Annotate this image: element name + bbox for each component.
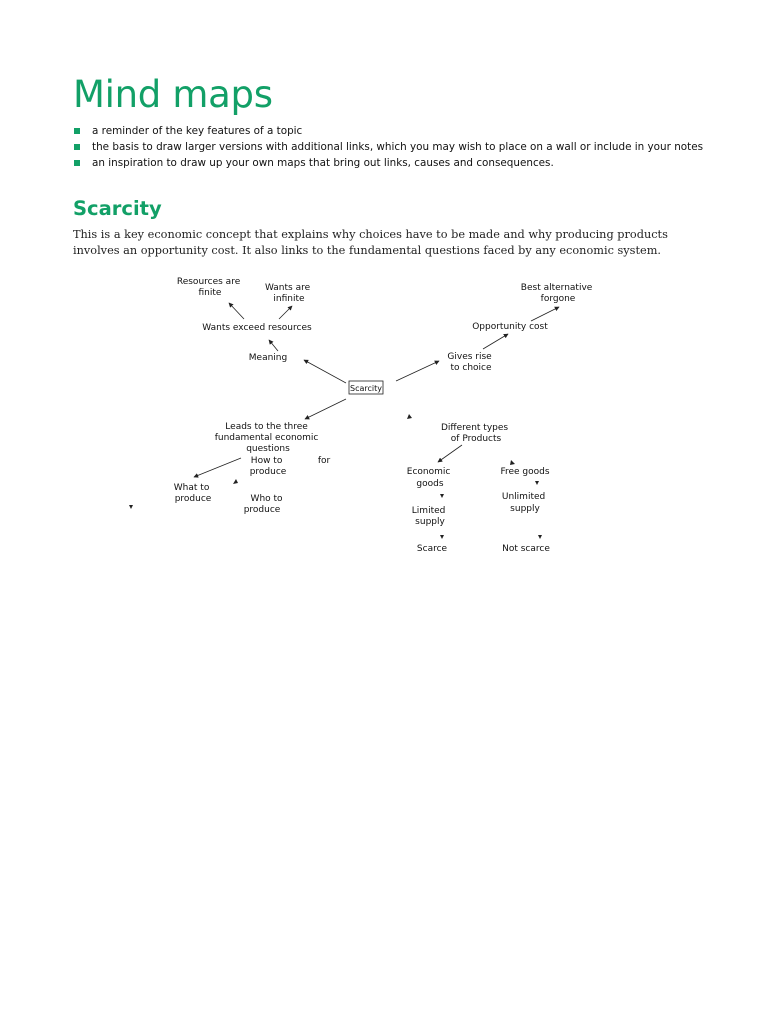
bullet-text: the basis to draw larger versions with additional links, which you may wish to place on a wall or include in your notes <box>92 141 704 153</box>
who-to-produce-label: Who to produce <box>243 494 283 515</box>
limited-supply-label: Limited supply <box>411 506 446 527</box>
arrowhead-icon <box>233 479 238 484</box>
arrow-to-resources-finite <box>229 303 244 319</box>
bullet-text: an inspiration to draw up your own maps that bring out links, causes and consequences. <box>92 157 554 169</box>
arrowhead-icon <box>129 505 133 509</box>
scarcity-node-label: Scarcity <box>350 384 382 393</box>
arrow-to-leads-to <box>305 399 346 419</box>
meaning-label: Meaning <box>248 353 288 363</box>
what-to-produce-label: What to produce <box>173 483 212 504</box>
leads-to-label: Leads to the three fundamental economic questions <box>214 422 319 454</box>
arrowhead-icon <box>440 494 444 498</box>
arrow-to-wants-infinite <box>279 306 292 319</box>
scarce-label: Scarce <box>416 544 448 554</box>
wants-infinite-label: Wants are infinite <box>264 283 311 304</box>
bullet-text: a reminder of the key features of a topic <box>92 125 303 137</box>
arrow-to-what-to <box>194 458 241 477</box>
page-title: Mind maps <box>73 73 273 116</box>
economic-goods-label: Economic goods <box>406 467 451 489</box>
arrowhead-icon <box>510 460 515 465</box>
arrow-to-gives-rise <box>396 361 439 381</box>
section-heading: Scarcity <box>73 197 162 220</box>
arrowhead-icon <box>535 481 539 485</box>
resources-finite-label: Resources are finite <box>176 277 241 298</box>
arrow-to-best-alternative <box>531 307 559 321</box>
arrowhead-icon <box>407 414 412 419</box>
arrowhead-icon <box>538 535 542 539</box>
arrow-to-wants-exceed <box>269 340 278 351</box>
unlimited-supply-label: Unlimited supply <box>501 492 546 514</box>
intro-paragraph: This is a key economic concept that explains why choices have to be made and why producing products involves an opportunity cost. It also links to the fundamental questions faced by any economic system. <box>73 228 668 257</box>
not-scarce-label: Not scarce <box>502 544 550 554</box>
arrow-to-economic-goods <box>438 445 462 462</box>
arrowhead-icon <box>440 535 444 539</box>
arrow-to-opportunity-cost <box>483 334 508 349</box>
best-alternative-label: Best alternative forgone <box>520 283 593 304</box>
arrow-to-meaning <box>304 360 346 383</box>
how-to-produce-label: How to produce <box>249 456 287 477</box>
for-label: for <box>317 456 331 466</box>
different-types-label: Different types of Products <box>441 423 509 444</box>
opportunity-cost-label: Opportunity cost <box>472 322 548 332</box>
wants-exceed-label: Wants exceed resources <box>202 323 312 333</box>
free-goods-label: Free goods <box>500 467 550 477</box>
gives-rise-label: Gives rise to choice <box>447 352 492 373</box>
